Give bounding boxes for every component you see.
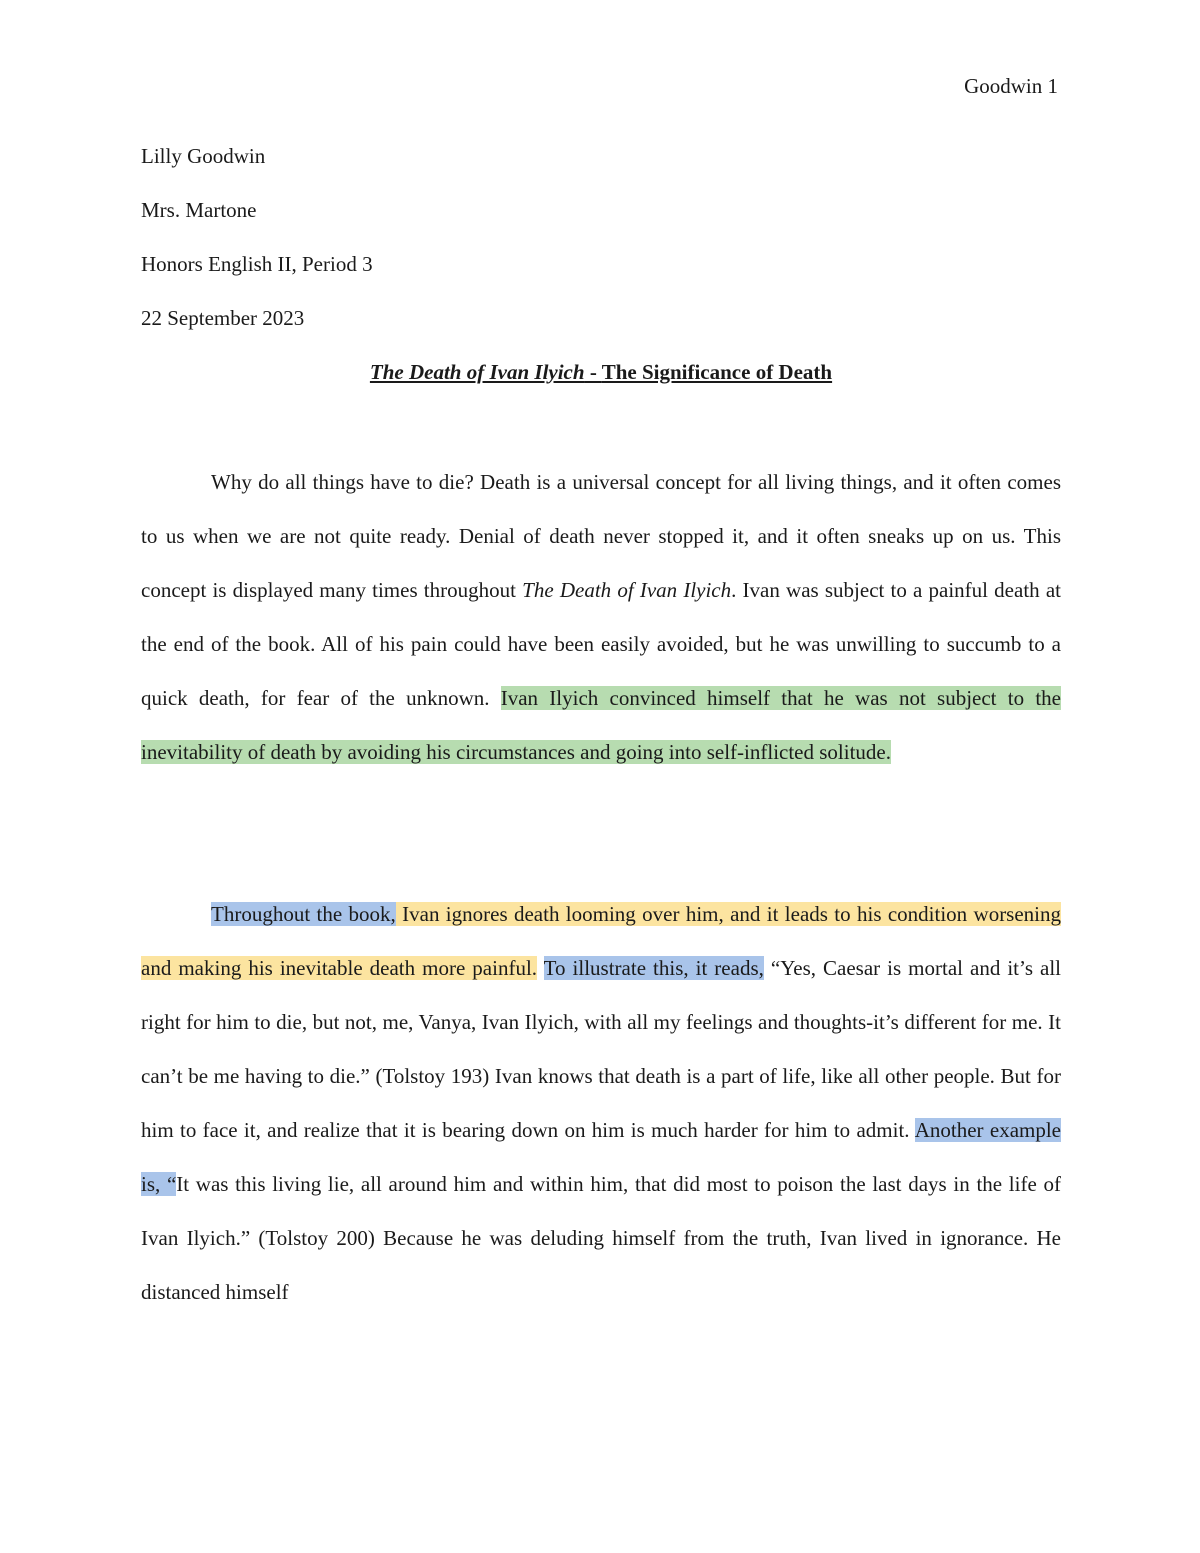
- course-name: Honors English II, Period 3: [141, 252, 373, 276]
- intro-text-a: Why do all things have to die? Death is a universal concept for all living things, and it often comes to us when we are not quite ready. Denial of death never stopped it, and it often sneaks up on us. This concept is displayed many times throughout: [141, 470, 1061, 602]
- paragraph-body: [141, 887, 1061, 1319]
- claim-highlight: Ivan ignores death looming over him, and it leads to his condition worsening and making his inevitable death more painful.: [141, 902, 1062, 980]
- student-name: Lilly Goodwin: [141, 144, 266, 168]
- title-book: The Death of Ivan Ilyich: [369, 360, 585, 384]
- intro-text-b: . Ivan was subject to a painful death at the end of the book. All of his pain could have been easily avoided, but he was unwilling to succumb to a quick death, for fear of the unknown.: [141, 578, 1061, 710]
- teacher-name: Mrs. Martone: [141, 198, 257, 222]
- essay-title: [141, 358, 1061, 386]
- title-subtitle: The Significance of Death: [601, 360, 833, 384]
- transition-highlight-3: Another example is, “: [141, 1118, 1062, 1196]
- intro-book-ref: The Death of Ivan Ilyich: [522, 578, 732, 602]
- body-space: [537, 956, 544, 980]
- transition-highlight-1: Throughout the book,: [211, 902, 396, 926]
- thesis-highlight: Ivan Ilyich convinced himself that he was not subject to the inevitability of death by avoiding his circumstances and going into self-inflicted solitude.: [141, 686, 1061, 764]
- paragraph-intro: [141, 455, 1061, 779]
- transition-highlight-2: To illustrate this, it reads,: [543, 956, 764, 980]
- page-header: Goodwin 1: [964, 74, 1058, 98]
- mla-heading: [141, 142, 1061, 358]
- body-quote-1: “Yes, Caesar is mortal and it’s all right for him to die, but not, me, Vanya, Ivan Ilyich, with all my feelings and thoughts-it’s different for me. It can’t be me having to die.” (Tolstoy 193) Ivan knows that death is a part of life, like all other people. But for him to face it, and realize that it is bearing down on him is much harder for him to admit.: [141, 956, 1062, 1142]
- essay-date: 22 September 2023: [141, 306, 305, 330]
- title-separator: -: [584, 360, 602, 384]
- body-quote-2: It was this living lie, all around him and within him, that did most to poison the last days in the life of Ivan Ilyich.” (Tolstoy 200) Because he was deluding himself from the truth, Ivan lived in ignorance. He distanced himself: [141, 1172, 1061, 1304]
